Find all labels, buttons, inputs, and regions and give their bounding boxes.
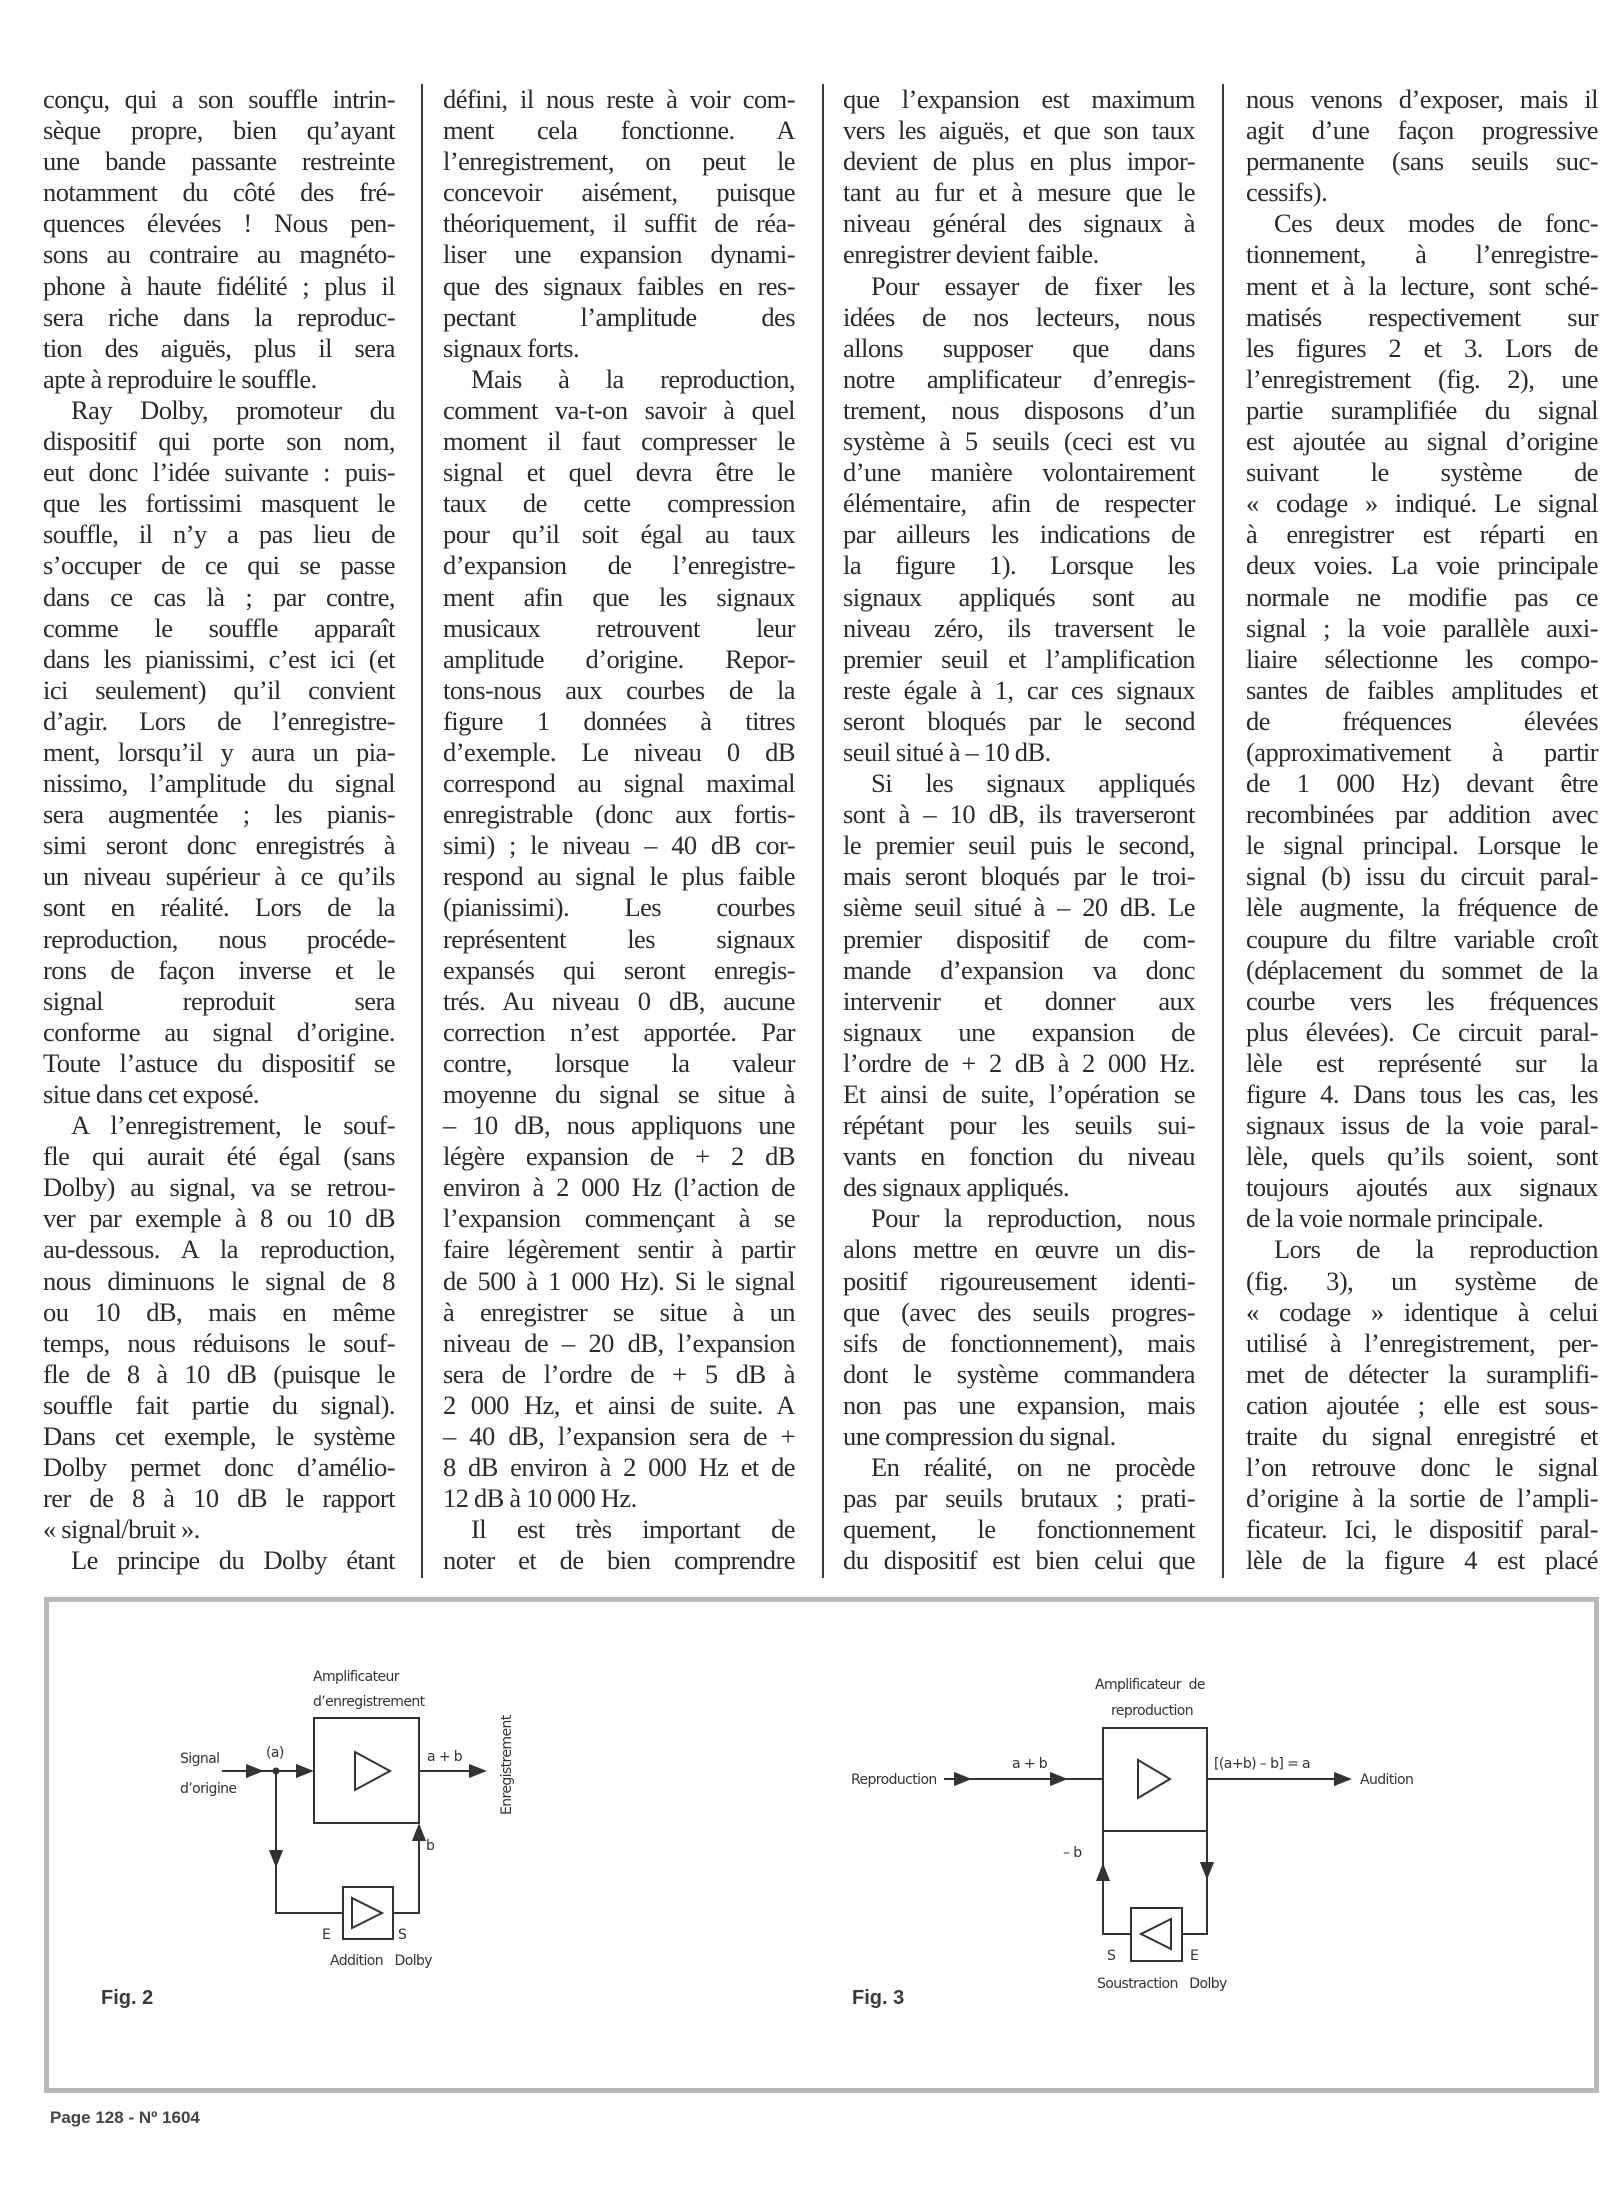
fig2-dolby-box — [343, 1887, 393, 1939]
text-line: l’expansion commençant à se — [443, 1203, 795, 1234]
text-line: premier seuil et l’amplification — [843, 643, 1195, 674]
text-line: partie suramplifiée du signal — [1246, 394, 1598, 425]
text-line: premier dispositif de com- — [843, 923, 1195, 954]
text-line: (déplacement du sommet de la — [1246, 954, 1598, 985]
text-line: lèle de la figure 4 est placé — [1246, 1545, 1598, 1576]
text-line: recombinées par addition avec — [1246, 799, 1598, 830]
text-line: nous venons d’exposer, mais il — [1246, 84, 1598, 114]
text-line: pas par seuils brutaux ; prati- — [843, 1483, 1195, 1514]
text-line: expansés qui seront enregis- — [443, 954, 795, 985]
text-line: signal (b) issu du circuit paral- — [1246, 861, 1598, 892]
text-line: nous diminuons le signal de 8 — [43, 1265, 395, 1296]
text-line: fle qui aurait été égal (sans — [43, 1141, 395, 1172]
text-line: signal et quel devra être le — [443, 457, 795, 488]
fig2-amplifier-triangle-icon — [355, 1752, 390, 1790]
text-line: signaux issus de la voie paral- — [1246, 1110, 1598, 1141]
fig3-input-label: Reproduction — [851, 1772, 937, 1788]
text-line: santes de faibles amplitudes et — [1246, 674, 1598, 705]
text-line: une bande passante restreinte — [43, 146, 395, 177]
text-line: – 40 dB, l’expansion sera de + — [443, 1421, 795, 1452]
text-line: représentent les signaux — [443, 923, 795, 954]
fig2-feedback-b-label: b — [426, 1838, 435, 1854]
text-line: sera augmentée ; les pianis- — [43, 799, 395, 830]
text-line: pectant l’amplitude des — [443, 301, 795, 332]
text-line: de 1 000 Hz) devant être — [1246, 768, 1598, 799]
text-line: de 500 à 1 000 Hz). Si le signal — [443, 1265, 795, 1296]
text-line: vers les aiguës, et que son taux — [843, 115, 1195, 146]
text-line: ou 10 dB, mais en même — [43, 1296, 395, 1327]
text-line: signaux forts. — [443, 332, 580, 363]
text-line: agit d’une façon progressive — [1246, 115, 1598, 146]
text-line: s’occuper de ce qui se passe — [43, 550, 395, 581]
fig2-caption: Fig. 2 — [101, 1987, 154, 2009]
text-line: à enregistrer est réparti en — [1246, 519, 1598, 550]
text-line: Et ainsi de suite, l’opération se — [843, 1079, 1195, 1109]
text-line: au-dessous. A la reproduction, — [43, 1234, 395, 1265]
text-line: système à 5 seuils (ceci est vu — [843, 426, 1195, 457]
text-line: reste égale à 1, car ces signaux — [843, 674, 1195, 705]
fig3-dolby-label: Soustraction Dolby — [1097, 1976, 1227, 1992]
fig2-dolby-in-label: E — [322, 1927, 331, 1943]
text-line: sifs de fonctionnement), mais — [843, 1327, 1195, 1358]
text-line: toujours ajoutés aux signaux — [1246, 1172, 1598, 1203]
text-line: souffle fait partie du signal). — [43, 1389, 395, 1420]
text-line: fle de 8 à 10 dB (puisque le — [43, 1358, 395, 1389]
text-line: seront bloqués par le second — [843, 705, 1195, 736]
text-line: simi seront donc enregistrés à — [43, 830, 395, 861]
text-line: l’on retrouve donc le signal — [1246, 1452, 1598, 1483]
text-line: que (avec des seuils progres- — [843, 1296, 1195, 1327]
text-line: signaux appliqués sont au — [843, 581, 1195, 612]
page-footer: Page 128 - Nº 1604 — [50, 2108, 200, 2127]
fig3-dolby-triangle-left-icon — [1141, 1919, 1171, 1949]
text-line: d’origine à la sortie de l’ampli- — [1246, 1483, 1598, 1514]
text-line: Toute l’astuce du dispositif se — [43, 1047, 395, 1078]
text-line: (fig. 3), un système de — [1246, 1265, 1598, 1296]
text-line: lèle, quels qu’ils soient, sont — [1246, 1141, 1598, 1172]
fig2-recording-amplifier-box — [314, 1718, 419, 1823]
text-line: par ailleurs les indications de — [843, 519, 1195, 550]
text-line: « signal/bruit ». — [43, 1514, 200, 1545]
text-line: eut donc l’idée suivante : puis- — [43, 457, 395, 488]
text-line: Mais à la reproduction, — [471, 363, 795, 394]
text-line: l’ordre de + 2 dB à 2 000 Hz. — [843, 1047, 1195, 1078]
text-line: que des signaux faibles en res- — [443, 270, 795, 301]
fig2-amp-title-2: d’enregistrement — [313, 1694, 425, 1710]
text-line: suivant le système de — [1246, 457, 1598, 488]
text-line: A l’enregistrement, le souf- — [71, 1110, 395, 1141]
text-line: ficateur. Ici, le dispositif paral- — [1246, 1514, 1598, 1545]
text-line: défini, il nous reste à voir com- — [443, 84, 795, 114]
fig3-dolby-out-label: S — [1107, 1948, 1116, 1964]
text-line: Dolby permet donc d’amélio- — [43, 1452, 395, 1483]
fig3-branch-to-dolby-line — [1182, 1874, 1207, 1934]
text-line: Dans cet exemple, le système — [43, 1421, 395, 1452]
text-line: (pianissimi). Les courbes — [443, 892, 795, 923]
text-line: contre, lorsque la valeur — [443, 1047, 795, 1078]
text-line: vants en fonction du niveau — [843, 1141, 1195, 1172]
text-line: met de détecter la suramplifi- — [1246, 1358, 1598, 1389]
text-line: enregistrable (donc aux fortis- — [443, 799, 795, 830]
text-line: tons-nous aux courbes de la — [443, 674, 795, 705]
text-line: l’enregistrement, on peut le — [443, 146, 795, 177]
fig3-amp-title-2: reproduction — [1111, 1703, 1194, 1719]
text-line: Lors de la reproduction — [1274, 1234, 1598, 1265]
text-line: sèque propre, bien qu’ayant — [43, 115, 395, 146]
fig3-caption: Fig. 3 — [852, 1987, 905, 2009]
text-line: Le principe du Dolby étant — [71, 1545, 395, 1576]
text-line: conçu, qui a son souffle intrin- — [43, 84, 395, 114]
text-line: pour qu’il soit égal au taux — [443, 519, 795, 550]
fig2-node-a-label: (a) — [266, 1745, 284, 1761]
text-line: souffle, il n’y a pas lieu de — [43, 519, 395, 550]
text-line: Si les signaux appliqués — [871, 768, 1195, 799]
text-line: une compression du signal. — [843, 1421, 1116, 1452]
text-line: notamment du côté des fré- — [43, 177, 395, 208]
text-line: matisés respectivement sur — [1246, 301, 1598, 332]
text-line: temps, nous réduisons le souf- — [43, 1327, 395, 1358]
text-line: les figures 2 et 3. Lors de — [1246, 332, 1598, 363]
text-line: intervenir et donner aux — [843, 985, 1195, 1016]
fig3-feedback-line — [1103, 1880, 1131, 1934]
text-line: cessifs). — [1246, 177, 1328, 208]
text-line: moyenne du signal se situe à — [443, 1079, 795, 1109]
text-line: mande d’expansion va donc — [843, 954, 1195, 985]
text-line: seuil situé à – 10 dB. — [843, 736, 1051, 767]
text-line: plus élevées). Ce circuit paral- — [1246, 1016, 1598, 1047]
text-line: cation ajoutée ; elle est sous- — [1246, 1389, 1598, 1420]
text-line: reproduction, nous procéde- — [43, 923, 395, 954]
text-line: trés. Au niveau 0 dB, aucune — [443, 985, 795, 1016]
text-line: non pas une expansion, mais — [843, 1389, 1195, 1420]
text-line: rons de façon inverse et le — [43, 954, 395, 985]
text-line: sera riche dans la reproduc- — [43, 301, 395, 332]
text-line: quences élevées ! Nous pen- — [43, 208, 395, 239]
text-line: que l’expansion est maximum — [843, 84, 1195, 114]
text-line: enregistrer devient faible. — [843, 239, 1099, 270]
text-line: sons au contraire au magnéto- — [43, 239, 395, 270]
text-line: traite du signal enregistré et — [1246, 1421, 1598, 1452]
text-line: correction n’est apportée. Par — [443, 1016, 795, 1047]
text-line: faire légèrement sentir à partir — [443, 1234, 795, 1265]
text-line: liser une expansion dynami- — [443, 239, 795, 270]
text-line: phone à haute fidélité ; plus il — [43, 270, 395, 301]
text-line: dans les pianissimi, c’est ici (et — [43, 643, 395, 674]
text-line: d’expansion de l’enregistre- — [443, 550, 795, 581]
text-line: positif rigoureusement identi- — [843, 1265, 1195, 1296]
text-line: comment va-t-on savoir à quel — [443, 394, 795, 425]
text-line: sera de l’ordre de + 5 dB à — [443, 1358, 795, 1389]
text-line: signal reproduit sera — [43, 985, 395, 1016]
text-line: lèle est représenté sur la — [1246, 1047, 1598, 1078]
text-line: signaux une expansion de — [843, 1016, 1195, 1047]
text-line: rer de 8 à 10 dB le rapport — [43, 1483, 395, 1514]
text-line: que les fortissimi masquent le — [43, 488, 395, 519]
text-line: ici seulement) qu’il convient — [43, 674, 395, 705]
text-line: alons mettre en œuvre un dis- — [843, 1234, 1195, 1265]
text-line: conforme au signal d’origine. — [43, 1016, 395, 1047]
text-line: coupure du filtre variable croît — [1246, 923, 1598, 954]
text-line: comme le souffle apparaît — [43, 612, 395, 643]
fig3-playback-amplifier-box — [1103, 1728, 1207, 1831]
text-line: respond au signal le plus faible — [443, 861, 795, 892]
text-line: d’agir. Lors de l’enregistre- — [43, 705, 395, 736]
fig2-dolby-label: Addition Dolby — [330, 1953, 432, 1969]
text-line: sont en réalité. Lors de la — [43, 892, 395, 923]
text-line: légère expansion de + 2 dB — [443, 1141, 795, 1172]
text-line: d’une manière volontairement — [843, 457, 1195, 488]
text-line: de fréquences élevées — [1246, 705, 1598, 736]
text-line: sont à – 10 dB, ils traverseront — [843, 799, 1195, 830]
fig2-amp-title-1: Amplificateur — [313, 1669, 399, 1685]
text-line: (approximativement à partir — [1246, 736, 1598, 767]
text-line: moment il faut compresser le — [443, 426, 795, 457]
text-line: la figure 1). Lorsque les — [843, 550, 1195, 581]
text-line: utilisé à l’enregistrement, per- — [1246, 1327, 1598, 1358]
text-line: quement, le fonctionnement — [843, 1514, 1195, 1545]
text-line: Pour la reproduction, nous — [871, 1203, 1195, 1234]
text-line: En réalité, on ne procède — [871, 1452, 1195, 1483]
text-line: correspond au signal maximal — [443, 768, 795, 799]
text-line: niveau zéro, ils traversent le — [843, 612, 1195, 643]
text-line: « codage » indiqué. Le signal — [1246, 488, 1598, 519]
fig3-input-sum-label: a + b — [1012, 1756, 1048, 1772]
fig2-dolby-triangle-icon — [352, 1898, 382, 1928]
fig2-diagram — [101, 1669, 515, 2009]
text-line: devient de plus en plus impor- — [843, 146, 1195, 177]
fig3-diagram — [851, 1677, 1413, 2009]
text-line: – 10 dB, nous appliquons une — [443, 1110, 795, 1141]
text-line: le premier seuil puis le second, — [843, 830, 1195, 861]
fig3-output-label: Audition — [1360, 1772, 1414, 1788]
text-line: 12 dB à 10 000 Hz. — [443, 1483, 637, 1514]
text-line: tion des aiguës, plus il sera — [43, 332, 395, 363]
text-line: niveau général des signaux à — [843, 208, 1195, 239]
fig3-feedback-minus-b-label: – b — [1063, 1845, 1082, 1861]
text-line: 8 dB environ à 2 000 Hz et de — [443, 1452, 795, 1483]
text-line: répétant pour les seuils sui- — [843, 1110, 1195, 1141]
text-line: notre amplificateur d’enregis- — [843, 363, 1195, 394]
text-line: figure 4. Dans tous les cas, les — [1246, 1079, 1598, 1109]
fig3-dolby-in-label: E — [1190, 1948, 1199, 1964]
text-line: 2 000 Hz, et ainsi de suite. A — [443, 1389, 795, 1420]
text-line: taux de cette compression — [443, 488, 795, 519]
text-line: dispositif qui porte son nom, — [43, 426, 395, 457]
text-line: tant au fur et à mesure que le — [843, 177, 1195, 208]
text-line: d’exemple. Le niveau 0 dB — [443, 736, 795, 767]
text-line: noter et de bien comprendre — [443, 1545, 795, 1576]
text-line: lèle augmente, la fréquence de — [1246, 892, 1598, 923]
text-line: Ray Dolby, promoteur du — [71, 394, 395, 425]
text-line: ment cela fonctionne. A — [443, 115, 795, 146]
text-line: trement, nous disposons d’un — [843, 394, 1195, 425]
fig3-dolby-box — [1131, 1908, 1182, 1961]
text-line: musicaux retrouvent leur — [443, 612, 795, 643]
text-line: à enregistrer se situe à un — [443, 1296, 795, 1327]
text-line: ment et à la lecture, sont sché- — [1246, 270, 1598, 301]
text-line: l’enregistrement (fig. 2), une — [1246, 363, 1598, 394]
text-line: ment, lorsqu’il y aura un pia- — [43, 736, 395, 767]
fig2-branch-to-dolby-line — [276, 1860, 343, 1913]
text-line: allons supposer que dans — [843, 332, 1195, 363]
text-line: situe dans cet exposé. — [43, 1079, 259, 1109]
fig2-dolby-out-label: S — [398, 1927, 407, 1943]
text-line: courbe vers les fréquences — [1246, 985, 1598, 1016]
text-line: mais seront bloqués par le troi- — [843, 861, 1195, 892]
text-line: théoriquement, il suffit de réa- — [443, 208, 795, 239]
text-line: environ à 2 000 Hz (l’action de — [443, 1172, 795, 1203]
text-line: normale ne modifie pas ce — [1246, 581, 1598, 612]
fig2-input-label-2: d’origine — [180, 1781, 237, 1797]
text-line: tionnement, à l’enregistre- — [1246, 239, 1598, 270]
text-line: niveau de – 20 dB, l’expansion — [443, 1327, 795, 1358]
text-line: Il est très important de — [471, 1514, 795, 1545]
text-line: sième seuil situé à – 20 dB. Le — [843, 892, 1195, 923]
text-line: le signal principal. Lorsque le — [1246, 830, 1598, 861]
text-line: signal ; la voie parallèle auxi- — [1246, 612, 1598, 643]
fig2-output-sum-label: a + b — [427, 1749, 463, 1765]
text-line: concevoir aisément, puisque — [443, 177, 795, 208]
text-line: des signaux appliqués. — [843, 1172, 1070, 1203]
text-line: Pour essayer de fixer les — [871, 270, 1195, 301]
fig3-amp-title-1: Amplificateur de — [1095, 1677, 1205, 1693]
text-line: nissimo, l’amplitude du signal — [43, 768, 395, 799]
text-line: élémentaire, afin de respecter — [843, 488, 1195, 519]
fig2-output-label: Enregistrement — [499, 1715, 515, 1815]
text-line: ver par exemple à 8 ou 10 dB — [43, 1203, 395, 1234]
text-line: de la voie normale principale. — [1246, 1203, 1544, 1234]
text-line: dans ce cas là ; par contre, — [43, 581, 395, 612]
text-line: Dolby) au signal, va se retrou- — [43, 1172, 395, 1203]
text-line: permanente (sans seuils suc- — [1246, 146, 1598, 177]
text-line: ment afin que les signaux — [443, 581, 795, 612]
fig2-input-label-1: Signal — [180, 1751, 220, 1767]
text-line: apte à reproduire le souffle. — [43, 363, 317, 394]
text-line: « codage » identique à celui — [1246, 1296, 1598, 1327]
text-line: dont le système commandera — [843, 1358, 1195, 1389]
text-line: amplitude d’origine. Repor- — [443, 643, 795, 674]
text-line: simi) ; le niveau – 40 dB cor- — [443, 830, 795, 861]
text-line: liaire sélectionne les compo- — [1246, 643, 1598, 674]
text-line: Ces deux modes de fonc- — [1274, 208, 1598, 239]
text-line: deux voies. La voie principale — [1246, 550, 1598, 581]
text-line: idées de nos lecteurs, nous — [843, 301, 1195, 332]
text-line: figure 1 données à titres — [443, 705, 795, 736]
text-line: un niveau supérieur à ce qu’ils — [43, 861, 395, 892]
fig3-output-expression: [(a+b) – b] = a — [1214, 1756, 1311, 1772]
fig3-amplifier-triangle-icon — [1138, 1760, 1170, 1798]
text-line: est ajoutée au signal d’origine — [1246, 426, 1598, 457]
text-line: du dispositif est bien celui que — [843, 1545, 1195, 1576]
fig2-feedback-line — [393, 1842, 419, 1913]
